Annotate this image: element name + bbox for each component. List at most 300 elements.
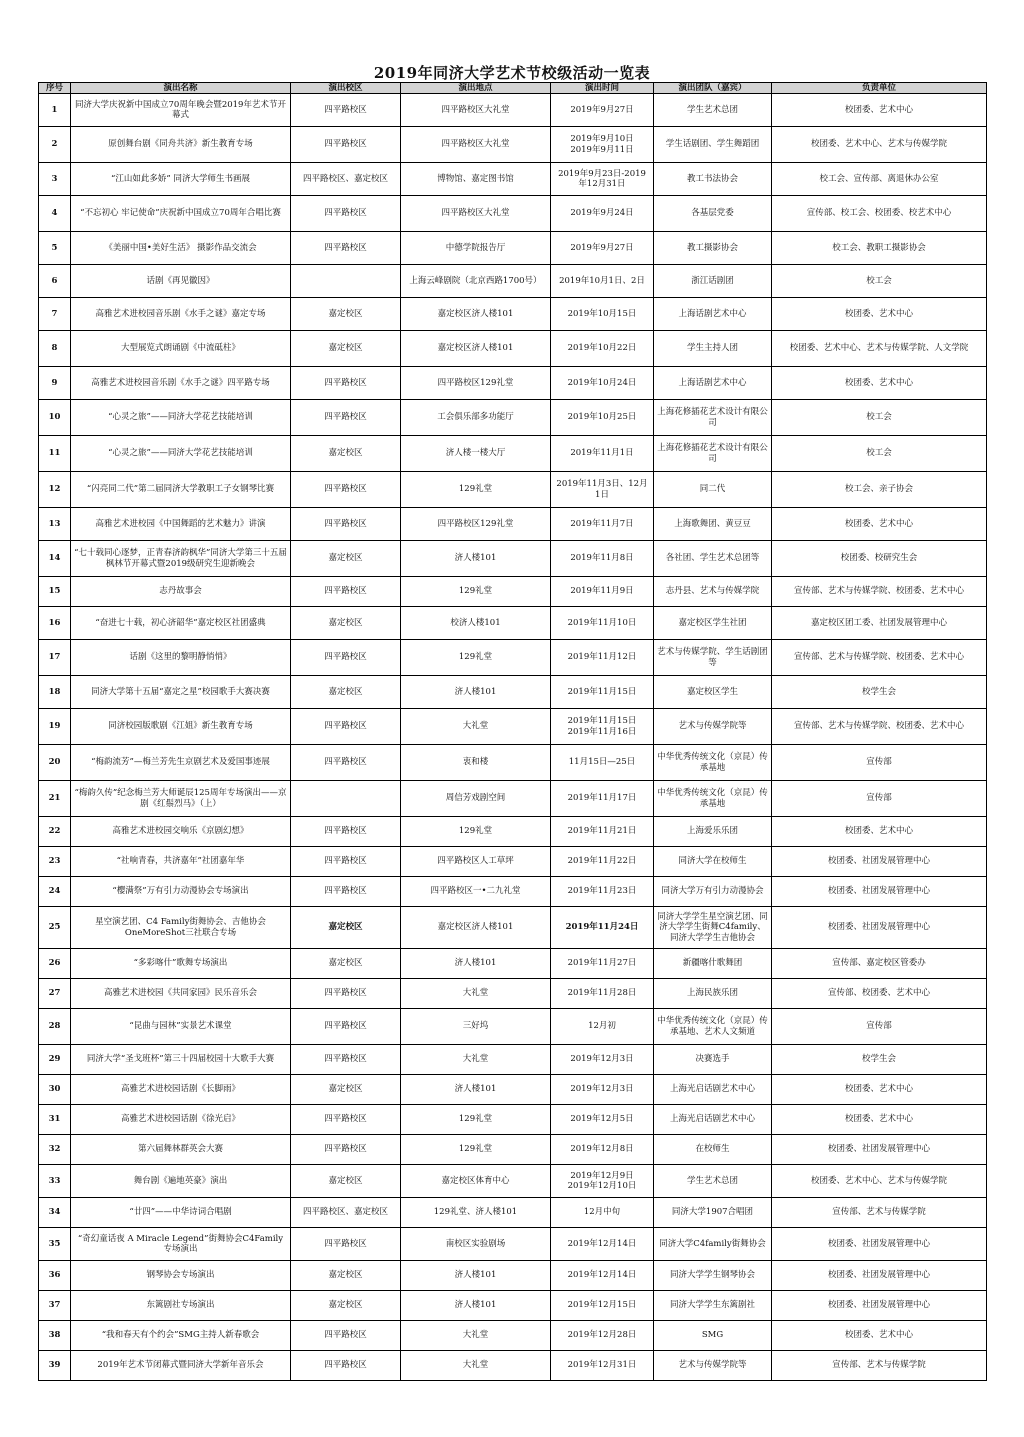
cell-unit: 宣传部、校团委、艺术中心: [772, 979, 987, 1009]
cell-no: 20: [39, 745, 71, 781]
table-row: [39, 781, 987, 817]
cell-unit: 宣传部、艺术与传媒学院、校团委、艺术中心: [772, 640, 987, 676]
cell-team: 各基层党委: [654, 196, 772, 232]
cell-campus: 嘉定校区: [291, 607, 401, 640]
cell-unit: 校团委、艺术中心: [772, 1321, 987, 1351]
cell-time: 12月初: [551, 1009, 654, 1045]
cell-no: 11: [39, 436, 71, 472]
cell-time: 2019年12月14日: [551, 1261, 654, 1291]
cell-no: 2: [39, 127, 71, 163]
cell-campus: 四平路校区: [291, 577, 401, 607]
cell-venue: 周信芳戏剧空间: [401, 781, 551, 817]
cell-unit: 校工会: [772, 265, 987, 298]
header-no: 序号: [39, 83, 71, 94]
cell-name: 钢琴协会专场演出: [71, 1261, 291, 1291]
cell-time: 2019年12月3日: [551, 1075, 654, 1105]
cell-venue: 南校区实验剧场: [401, 1228, 551, 1261]
cell-no: 22: [39, 817, 71, 847]
cell-campus: 四平路校区: [291, 1009, 401, 1045]
cell-campus: 嘉定校区: [291, 1165, 401, 1198]
cell-campus: 四平路校区: [291, 1135, 401, 1165]
cell-no: 13: [39, 508, 71, 541]
cell-venue: 衷和楼: [401, 745, 551, 781]
cell-campus: 嘉定校区: [291, 676, 401, 709]
cell-unit: 宣传部、艺术与传媒学院、校团委、艺术中心: [772, 709, 987, 745]
cell-no: 9: [39, 367, 71, 400]
cell-no: 17: [39, 640, 71, 676]
cell-no: 4: [39, 196, 71, 232]
cell-name: 2019年艺术节闭幕式暨同济大学新年音乐会: [71, 1351, 291, 1381]
cell-unit: 校团委、艺术中心、艺术与传媒学院、人文学院: [772, 331, 987, 367]
cell-campus: 四平路校区: [291, 400, 401, 436]
table-row: [39, 436, 987, 472]
cell-campus: 嘉定校区: [291, 436, 401, 472]
table-row: [39, 196, 987, 232]
cell-name: 高雅艺术进校园交响乐《京剧幻想》: [71, 817, 291, 847]
cell-time: 2019年12月14日: [551, 1228, 654, 1261]
cell-team: 学生主持人团: [654, 331, 772, 367]
cell-campus: 四平路校区: [291, 709, 401, 745]
cell-campus: 四平路校区: [291, 508, 401, 541]
cell-venue: 129礼堂: [401, 472, 551, 508]
cell-venue: 济人楼101: [401, 949, 551, 979]
cell-unit: 校团委、校研究生会: [772, 541, 987, 577]
cell-unit: 校工会、亲子协会: [772, 472, 987, 508]
table-row: [39, 907, 987, 949]
cell-venue: 四平路校区129礼堂: [401, 367, 551, 400]
cell-campus: 四平路校区: [291, 1105, 401, 1135]
cell-time: 2019年12月15日: [551, 1291, 654, 1321]
table-row: [39, 367, 987, 400]
cell-venue: 大礼堂: [401, 1351, 551, 1381]
cell-name: “社响青春，共济嘉年”社团嘉年华: [71, 847, 291, 877]
cell-time: 2019年11月15日: [551, 676, 654, 709]
cell-team: 上海话剧艺术中心: [654, 367, 772, 400]
cell-no: 35: [39, 1228, 71, 1261]
cell-name: 话剧《再见徽因》: [71, 265, 291, 298]
cell-no: 8: [39, 331, 71, 367]
cell-no: 33: [39, 1165, 71, 1198]
cell-time: 2019年11月17日: [551, 781, 654, 817]
cell-campus: 嘉定校区: [291, 331, 401, 367]
cell-unit: 宣传部: [772, 1009, 987, 1045]
cell-name: “心灵之旅”——同济大学花艺技能培训: [71, 400, 291, 436]
cell-campus: 四平路校区: [291, 127, 401, 163]
cell-name: 高雅艺术进校园音乐剧《水手之谜》嘉定专场: [71, 298, 291, 331]
cell-time: 2019年11月24日: [551, 907, 654, 949]
cell-unit: 校团委、社团发展管理中心: [772, 1261, 987, 1291]
cell-name: 同济大学“圣戈班杯”第三十四届校园十大歌手大赛: [71, 1045, 291, 1075]
cell-unit: 校团委、社团发展管理中心: [772, 907, 987, 949]
cell-campus: 四平路校区: [291, 979, 401, 1009]
table-row: [39, 298, 987, 331]
cell-time: 2019年10月1日、2日: [551, 265, 654, 298]
cell-team: 学生艺术总团: [654, 1165, 772, 1198]
cell-team: 决赛选手: [654, 1045, 772, 1075]
table-body: [39, 94, 987, 1381]
cell-unit: 校团委、艺术中心: [772, 298, 987, 331]
cell-no: 12: [39, 472, 71, 508]
cell-venue: 129礼堂: [401, 577, 551, 607]
cell-no: 27: [39, 979, 71, 1009]
cell-time: 2019年10月25日: [551, 400, 654, 436]
cell-campus: 四平路校区: [291, 94, 401, 127]
cell-unit: 宣传部: [772, 781, 987, 817]
table-row: [39, 1228, 987, 1261]
table-row: [39, 745, 987, 781]
table-row: [39, 817, 987, 847]
cell-campus: 嘉定校区: [291, 1291, 401, 1321]
cell-unit: 校团委、社团发展管理中心: [772, 1228, 987, 1261]
cell-time: 2019年11月28日: [551, 979, 654, 1009]
cell-time: 2019年11月27日: [551, 949, 654, 979]
cell-time: 2019年11月10日: [551, 607, 654, 640]
cell-unit: 校团委、社团发展管理中心: [772, 847, 987, 877]
cell-name: 同济校园版歌剧《江姐》新生教育专场: [71, 709, 291, 745]
cell-time: 2019年10月24日: [551, 367, 654, 400]
cell-no: 6: [39, 265, 71, 298]
cell-time: 2019年11月1日: [551, 436, 654, 472]
cell-time: 2019年9月24日: [551, 196, 654, 232]
cell-team: 学生艺术总团: [654, 94, 772, 127]
cell-name: 东篱剧社专场演出: [71, 1291, 291, 1321]
cell-no: 38: [39, 1321, 71, 1351]
spreadsheet: [38, 64, 986, 1381]
cell-unit: 宣传部、校工会、校团委、校艺术中心: [772, 196, 987, 232]
cell-no: 21: [39, 781, 71, 817]
cell-no: 24: [39, 877, 71, 907]
cell-no: 16: [39, 607, 71, 640]
cell-name: 高雅艺术进校园话剧《长脚雨》: [71, 1075, 291, 1105]
cell-no: 1: [39, 94, 71, 127]
cell-name: “昆曲与园林”实景艺术课堂: [71, 1009, 291, 1045]
cell-campus: 嘉定校区: [291, 1261, 401, 1291]
cell-name: 志丹故事会: [71, 577, 291, 607]
cell-time: 2019年12月5日: [551, 1105, 654, 1135]
cell-venue: 济人楼101: [401, 676, 551, 709]
table-row: [39, 94, 987, 127]
cell-team: 新疆喀什歌舞团: [654, 949, 772, 979]
table-row: [39, 1105, 987, 1135]
cell-name: “樱满祭”万有引力动漫协会专场演出: [71, 877, 291, 907]
cell-team: 嘉定校区学生: [654, 676, 772, 709]
cell-team: 同济大学学生星空演艺团、同济大学学生街舞C4family、同济大学学生吉他协会: [654, 907, 772, 949]
cell-campus: 四平路校区: [291, 877, 401, 907]
cell-venue: 嘉定校区济人楼101: [401, 298, 551, 331]
cell-time: 2019年9月27日: [551, 94, 654, 127]
table-row: [39, 541, 987, 577]
cell-venue: 济人楼101: [401, 1261, 551, 1291]
cell-name: 星空演艺团、C4 Family街舞协会、吉他协会OneMoreShot三社联合专场: [71, 907, 291, 949]
cell-team: 嘉定校区学生社团: [654, 607, 772, 640]
cell-team: 上海花修插花艺术设计有限公司: [654, 400, 772, 436]
cell-name: “奋进七十载，初心济韶华”嘉定校区社团盛典: [71, 607, 291, 640]
table-row: [39, 640, 987, 676]
cell-no: 18: [39, 676, 71, 709]
cell-venue: 四平路校区一•二九礼堂: [401, 877, 551, 907]
cell-venue: 工会俱乐部多功能厅: [401, 400, 551, 436]
cell-time: 2019年11月7日: [551, 508, 654, 541]
cell-name: “不忘初心 牢记使命”庆祝新中国成立70周年合唱比赛: [71, 196, 291, 232]
cell-no: 5: [39, 232, 71, 265]
table-row: [39, 1165, 987, 1198]
cell-name: 同济大学第十五届“嘉定之星”校园歌手大赛决赛: [71, 676, 291, 709]
cell-campus: 四平路校区: [291, 472, 401, 508]
cell-venue: 大礼堂: [401, 979, 551, 1009]
table-row: [39, 232, 987, 265]
table-row: [39, 949, 987, 979]
cell-team: 上海爱乐乐团: [654, 817, 772, 847]
cell-no: 36: [39, 1261, 71, 1291]
cell-unit: 校团委、艺术中心、艺术与传媒学院: [772, 127, 987, 163]
table-row: [39, 1135, 987, 1165]
cell-venue: 129礼堂: [401, 1135, 551, 1165]
table-row: [39, 127, 987, 163]
table-row: [39, 1321, 987, 1351]
cell-no: 26: [39, 949, 71, 979]
cell-no: 30: [39, 1075, 71, 1105]
table-row: [39, 508, 987, 541]
cell-unit: 校学生会: [772, 676, 987, 709]
table-row: [39, 1291, 987, 1321]
cell-name: 舞台剧《遍地英豪》演出: [71, 1165, 291, 1198]
cell-campus: 四平路校区: [291, 196, 401, 232]
cell-time: 11月15日—25日: [551, 745, 654, 781]
cell-team: 上海歌舞团、黄豆豆: [654, 508, 772, 541]
cell-campus: 四平路校区: [291, 1228, 401, 1261]
cell-name: “闪亮同二代”第二届同济大学教职工子女钢琴比赛: [71, 472, 291, 508]
cell-unit: 校团委、艺术中心、艺术与传媒学院: [772, 1165, 987, 1198]
cell-campus: [291, 265, 401, 298]
cell-team: 同济大学学生钢琴协会: [654, 1261, 772, 1291]
cell-campus: 四平路校区: [291, 817, 401, 847]
cell-unit: 校团委、艺术中心: [772, 1105, 987, 1135]
cell-no: 34: [39, 1198, 71, 1228]
cell-campus: 四平路校区: [291, 1321, 401, 1351]
cell-campus: 嘉定校区: [291, 298, 401, 331]
cell-campus: 四平路校区: [291, 1045, 401, 1075]
cell-no: 19: [39, 709, 71, 745]
table-row: [39, 709, 987, 745]
cell-name: “七十载同心逐梦，正青春济韵枫华”同济大学第三十五届枫林节开幕式暨2019级研究生迎新晚会: [71, 541, 291, 577]
cell-unit: 校学生会: [772, 1045, 987, 1075]
cell-time: 2019年9月23日-2019年12月31日: [551, 163, 654, 196]
header-unit: 负责单位: [772, 83, 987, 94]
cell-campus: 四平路校区: [291, 745, 401, 781]
cell-team: 教工摄影协会: [654, 232, 772, 265]
cell-unit: 校团委、社团发展管理中心: [772, 1291, 987, 1321]
cell-name: “梅韵流芳”—梅兰芳先生京剧艺术及爱国事迹展: [71, 745, 291, 781]
cell-unit: 校团委、社团发展管理中心: [772, 877, 987, 907]
cell-name: “多彩喀什”歌舞专场演出: [71, 949, 291, 979]
cell-team: 艺术与传媒学院、学生话剧团等: [654, 640, 772, 676]
cell-campus: [291, 781, 401, 817]
cell-venue: 四平路校区129礼堂: [401, 508, 551, 541]
cell-time: 2019年11月12日: [551, 640, 654, 676]
cell-team: 上海花修插花艺术设计有限公司: [654, 436, 772, 472]
cell-team: 上海民族乐团: [654, 979, 772, 1009]
cell-team: 中华优秀传统文化（京昆）传承基地: [654, 781, 772, 817]
cell-unit: 校团委、艺术中心: [772, 508, 987, 541]
cell-venue: 嘉定校区体育中心: [401, 1165, 551, 1198]
cell-name: “廿四”——中华诗词合唱剧: [71, 1198, 291, 1228]
table-row: [39, 676, 987, 709]
cell-unit: 宣传部、艺术与传媒学院: [772, 1198, 987, 1228]
cell-no: 23: [39, 847, 71, 877]
cell-venue: 大礼堂: [401, 1321, 551, 1351]
cell-venue: 嘉定校区济人楼101: [401, 331, 551, 367]
table-row: [39, 607, 987, 640]
cell-team: 上海话剧艺术中心: [654, 298, 772, 331]
table-row: [39, 1198, 987, 1228]
cell-time: 2019年11月21日: [551, 817, 654, 847]
cell-time: 2019年11月8日: [551, 541, 654, 577]
cell-no: 15: [39, 577, 71, 607]
cell-campus: 四平路校区: [291, 367, 401, 400]
cell-time: 2019年10月22日: [551, 331, 654, 367]
cell-campus: 嘉定校区: [291, 949, 401, 979]
cell-unit: 校工会、教职工摄影协会: [772, 232, 987, 265]
cell-team: 艺术与传媒学院等: [654, 709, 772, 745]
cell-venue: 129礼堂: [401, 640, 551, 676]
table-row: [39, 1045, 987, 1075]
cell-campus: 四平路校区、嘉定校区: [291, 1198, 401, 1228]
cell-venue: 博物馆、嘉定图书馆: [401, 163, 551, 196]
cell-time: 2019年10月15日: [551, 298, 654, 331]
cell-unit: 校团委、社团发展管理中心: [772, 1135, 987, 1165]
table-row: [39, 1009, 987, 1045]
table-row: [39, 163, 987, 196]
cell-no: 3: [39, 163, 71, 196]
cell-venue: 校济人楼101: [401, 607, 551, 640]
table-row: [39, 877, 987, 907]
cell-no: 31: [39, 1105, 71, 1135]
cell-name: “心灵之旅”——同济大学花艺技能培训: [71, 436, 291, 472]
cell-venue: 四平路校区大礼堂: [401, 94, 551, 127]
cell-time: 2019年11月22日: [551, 847, 654, 877]
cell-campus: 嘉定校区: [291, 541, 401, 577]
cell-name: “我和春天有个约会”SMG主持人新春歌会: [71, 1321, 291, 1351]
header-campus: 演出校区: [291, 83, 401, 94]
cell-team: 同济大学学生东篱剧社: [654, 1291, 772, 1321]
cell-venue: 济人楼101: [401, 541, 551, 577]
table-row: [39, 979, 987, 1009]
cell-unit: 嘉定校区团工委、社团发展管理中心: [772, 607, 987, 640]
header-time: 演出时间: [551, 83, 654, 94]
cell-name: 大型展览式朗诵剧《中流砥柱》: [71, 331, 291, 367]
activity-table: [38, 82, 987, 1381]
cell-venue: 大礼堂: [401, 709, 551, 745]
cell-time: 2019年9月27日: [551, 232, 654, 265]
cell-name: 同济大学庆祝新中国成立70周年晚会暨2019年艺术节开幕式: [71, 94, 291, 127]
cell-campus: 四平路校区: [291, 1351, 401, 1381]
cell-unit: 宣传部、艺术与传媒学院: [772, 1351, 987, 1381]
cell-venue: 四平路校区大礼堂: [401, 127, 551, 163]
cell-team: 各社团、学生艺术总团等: [654, 541, 772, 577]
cell-time: 2019年12月31日: [551, 1351, 654, 1381]
cell-time: 2019年12月8日: [551, 1135, 654, 1165]
cell-team: 上海光启话剧艺术中心: [654, 1105, 772, 1135]
cell-team: 同济大学1907合唱团: [654, 1198, 772, 1228]
cell-venue: 129礼堂: [401, 817, 551, 847]
cell-campus: 四平路校区、嘉定校区: [291, 163, 401, 196]
cell-venue: 129礼堂、济人楼101: [401, 1198, 551, 1228]
cell-venue: 嘉定校区济人楼101: [401, 907, 551, 949]
cell-unit: 校团委、艺术中心: [772, 367, 987, 400]
cell-unit: 宣传部: [772, 745, 987, 781]
cell-time: 2019年11月23日: [551, 877, 654, 907]
cell-no: 29: [39, 1045, 71, 1075]
table-row: [39, 847, 987, 877]
cell-team: 志丹县、艺术与传媒学院: [654, 577, 772, 607]
header-team: 演出团队（嘉宾）: [654, 83, 772, 94]
table-row: [39, 400, 987, 436]
cell-unit: 宣传部、嘉定校区管委办: [772, 949, 987, 979]
cell-campus: 四平路校区: [291, 847, 401, 877]
cell-no: 10: [39, 400, 71, 436]
cell-no: 37: [39, 1291, 71, 1321]
cell-unit: 校团委、艺术中心: [772, 817, 987, 847]
cell-team: 艺术与传媒学院等: [654, 1351, 772, 1381]
table-row: [39, 472, 987, 508]
cell-team: 中华优秀传统文化（京昆）传承基地、艺术人文频道: [654, 1009, 772, 1045]
cell-team: 在校师生: [654, 1135, 772, 1165]
cell-campus: 四平路校区: [291, 232, 401, 265]
cell-campus: 嘉定校区: [291, 907, 401, 949]
cell-team: 同二代: [654, 472, 772, 508]
cell-time: 2019年11月3日、12月1日: [551, 472, 654, 508]
table-row: [39, 1261, 987, 1291]
cell-venue: 济人楼一楼大厅: [401, 436, 551, 472]
cell-team: 上海光启话剧艺术中心: [654, 1075, 772, 1105]
cell-unit: 校工会、宣传部、离退休办公室: [772, 163, 987, 196]
table-row: [39, 1351, 987, 1381]
cell-team: 教工书法协会: [654, 163, 772, 196]
cell-name: 《美丽中国•美好生活》 摄影作品交流会: [71, 232, 291, 265]
cell-venue: 济人楼101: [401, 1075, 551, 1105]
cell-time: 2019年9月10日 2019年9月11日: [551, 127, 654, 163]
cell-venue: 大礼堂: [401, 1045, 551, 1075]
cell-no: 25: [39, 907, 71, 949]
cell-unit: 校团委、艺术中心: [772, 94, 987, 127]
cell-name: 高雅艺术进校园《共同家园》民乐音乐会: [71, 979, 291, 1009]
cell-time: 2019年11月9日: [551, 577, 654, 607]
cell-venue: 四平路校区大礼堂: [401, 196, 551, 232]
cell-time: 2019年11月15日 2019年11月16日: [551, 709, 654, 745]
cell-time: 2019年12月3日: [551, 1045, 654, 1075]
cell-name: 高雅艺术进校园《中国舞蹈的艺术魅力》讲演: [71, 508, 291, 541]
table-row: [39, 577, 987, 607]
header-name: 演出名称: [71, 83, 291, 94]
cell-name: “奇幻童话夜 A Miracle Legend”街舞协会C4Family专场演出: [71, 1228, 291, 1261]
cell-no: 32: [39, 1135, 71, 1165]
cell-name: 话剧《这里的黎明静悄悄》: [71, 640, 291, 676]
cell-no: 7: [39, 298, 71, 331]
cell-venue: 129礼堂: [401, 1105, 551, 1135]
table-row: [39, 331, 987, 367]
cell-name: “江山如此多娇” 同济大学师生书画展: [71, 163, 291, 196]
cell-venue: 上海云峰剧院（北京西路1700号）: [401, 265, 551, 298]
cell-campus: 嘉定校区: [291, 1075, 401, 1105]
cell-team: 同济大学在校师生: [654, 847, 772, 877]
cell-venue: 四平路校区人工草坪: [401, 847, 551, 877]
cell-name: 高雅艺术进校园话剧《徐光启》: [71, 1105, 291, 1135]
cell-time: 2019年12月28日: [551, 1321, 654, 1351]
cell-no: 28: [39, 1009, 71, 1045]
cell-team: 同济大学万有引力动漫协会: [654, 877, 772, 907]
cell-no: 39: [39, 1351, 71, 1381]
cell-unit: 宣传部、艺术与传媒学院、校团委、艺术中心: [772, 577, 987, 607]
